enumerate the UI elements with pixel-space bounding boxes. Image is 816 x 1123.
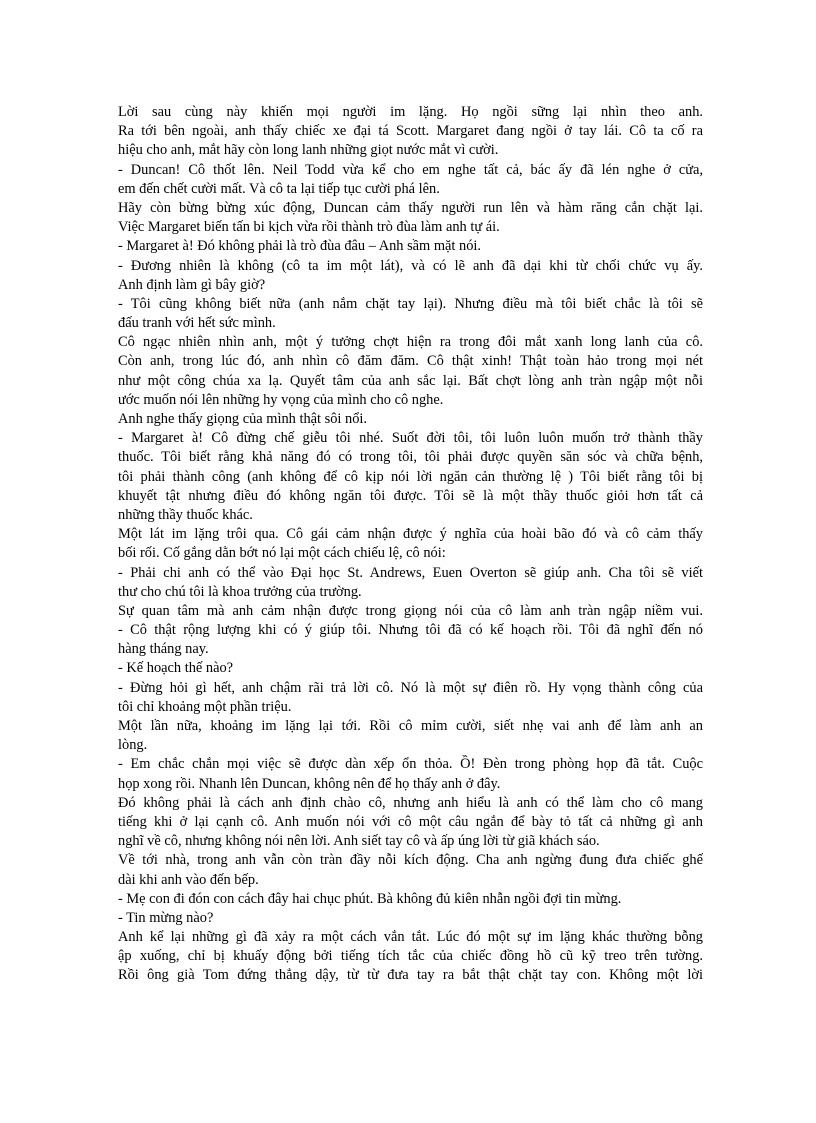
text-line: Anh nghe thấy giọng của mình thật sôi nổi. (118, 411, 368, 427)
text-line: - Em chắc chắn mọi việc sẽ được dàn xếp ổn thỏa. Ồ! Đèn trong phòng họp đã tắt. Cuộc (118, 756, 703, 773)
text-line: em đến chết cười mất. Và cô ta lại tiếp tục cười phá lên. (118, 180, 440, 197)
text-line: - Cô thật rộng lượng khi có ý giúp tôi. Nhưng tôi đã có kế hoạch rồi. Tôi đã nghĩ đến nó (118, 622, 703, 639)
text-line: như một công chúa xa lạ. Quyết tâm của anh sắc lại. Bất chợt lòng anh tràn ngập một nỗi (118, 372, 703, 389)
text-line: thư cho chú tôi là khoa trưởng của trường. (118, 583, 362, 600)
text-line: - Tin mừng nào? (118, 909, 214, 926)
text-line: Về tới nhà, trong anh vẫn còn tràn đầy nỗi kích động. Cha anh ngừng đung đưa chiếc ghế (118, 852, 703, 869)
text-line: Còn anh, trong lúc đó, anh nhìn cô đăm đăm. Cô thật xinh! Thật toàn hảo trong mọi nét (118, 353, 703, 370)
text-line: Việc Margaret biến tấn bi kịch vừa rồi thành trò đùa làm anh tự ái. (118, 219, 500, 236)
text-line: đấu tranh với hết sức mình. (118, 315, 276, 332)
text-line: hàng tháng nay. (118, 641, 209, 658)
text-line: - Kế hoạch thế nào? (118, 660, 234, 677)
text-line: Một lát im lặng trôi qua. Cô gái cảm nhận được ý nghĩa của hoài bão đó và cô cảm thấy (118, 526, 703, 543)
text-line: bối rối. Cố gắng dằn bớt nó lại một cách chiếu lệ, cô nói: (118, 545, 446, 562)
text-line: - Đương nhiên là không (cô ta im một lát), và có lẽ anh đã dại khi từ chối chức vụ ấy. (118, 257, 703, 274)
text-line: Rồi ông già Tom đứng thẳng dậy, từ từ đưa tay ra bắt thật chặt tay con. Không một lời (118, 967, 703, 984)
text-line: Sự quan tâm mà anh cảm nhận được trong giọng nói của cô làm anh tràn ngập niềm vui. (118, 602, 703, 619)
text-line: Đó không phải là cách anh định chào cô, nhưng anh hiểu là anh có thể làm cho cô mang (118, 794, 703, 811)
text-line: những thầy thuốc khác. (118, 506, 253, 523)
text-line: Anh định làm gì bây giờ? (118, 276, 266, 293)
text-line: ập xuống, chỉ bị khuấy động bởi tiếng tích tắc của chiếc đồng hồ cũ kỹ treo trên tường. (118, 948, 703, 965)
text-line: tôi chỉ khoảng một phần triệu. (118, 698, 292, 715)
text-line: dài khi anh vào đến bếp. (118, 871, 259, 888)
text-line: lòng. (118, 737, 148, 754)
text-line: - Margaret à! Cô đừng chế giễu tôi nhé. Suốt đời tôi, tôi luôn luôn muốn trở thành thầy (118, 430, 703, 447)
text-line: tôi phải thành công (anh không để cô kịp nói lời ngăn cản thường lệ ) Tôi biết rằng tôi bị (118, 468, 703, 485)
text-line: ước muốn nói lên những hy vọng của mình cho cô nghe. (118, 391, 444, 408)
text-line: - Mẹ con đi đón con cách đây hai chục phút. Bà không đủ kiên nhẫn ngồi đợi tin mừng. (118, 890, 622, 907)
text-line: Ra tới bên ngoài, anh thấy chiếc xe đại tá Scott. Margaret đang ngồi ở tay lái. Cô ta cố ra (118, 123, 703, 140)
document-text (118, 103, 703, 986)
text-line: - Margaret à! Đó không phải là trò đùa đâu – Anh sầm mặt nói. (118, 238, 482, 255)
text-line: Một lần nữa, khoảng im lặng lại tới. Rồi cô mỉm cười, siết nhẹ vai anh để làm anh an (118, 718, 703, 734)
text-line: nghĩ về cô, nhưng không nói nên lời. Anh siết tay cô và ấp úng lời từ giã khách sáo. (118, 833, 600, 850)
text-line: Anh kể lại những gì đã xảy ra một cách vắn tắt. Lúc đó một sự im lặng khác thường bỗng (118, 929, 703, 946)
text-line: họp xong rồi. Nhanh lên Duncan, không nên để họ thấy anh ở đây. (118, 775, 501, 792)
text-line: Lời sau cùng này khiến mọi người im lặng. Họ ngồi sững lại nhìn theo anh. (118, 104, 703, 120)
text-line: tiếng khi ở lại cạnh cô. Anh muốn nói với cô một câu ngắn để bày tỏ tất cả những gì anh (118, 813, 703, 830)
text-line: - Duncan! Cô thốt lên. Neil Todd vừa kể cho em nghe tất cả, bác ấy đã lén nghe ở cửa, (118, 161, 703, 178)
text-line: - Phải chi anh có thể vào Đại học St. Andrews, Euen Overton sẽ giúp anh. Cha tôi sẽ viết (118, 564, 703, 581)
text-line: thuốc. Tôi biết rằng khả năng đó có trong tôi, tôi phải được quyền săn sóc và chữa bệnh, (118, 449, 703, 466)
text-line: Cô ngạc nhiên nhìn anh, một ý tưởng chợt hiện ra trong đôi mắt xanh long lanh của cô. (118, 334, 703, 351)
text-line: Hãy còn bừng bừng xúc động, Duncan cảm thấy người run lên và hàm răng cắn chặt lại. (118, 199, 703, 216)
text-line: khuyết tật nhưng điều đó không ngăn tôi được. Tôi sẽ là một thầy thuốc giỏi hơn tất cả (118, 487, 703, 504)
text-line: hiệu cho anh, mắt hãy còn long lanh những giọt nước mắt vì cười. (118, 142, 499, 159)
text-line: - Đừng hỏi gì hết, anh chậm rãi trả lời cô. Nó là một sự điên rồ. Hy vọng thành công của (118, 679, 703, 696)
text-line: - Tôi cũng không biết nữa (anh nắm chặt tay lại). Nhưng điều mà tôi biết chắc là tôi sẽ (118, 295, 703, 312)
